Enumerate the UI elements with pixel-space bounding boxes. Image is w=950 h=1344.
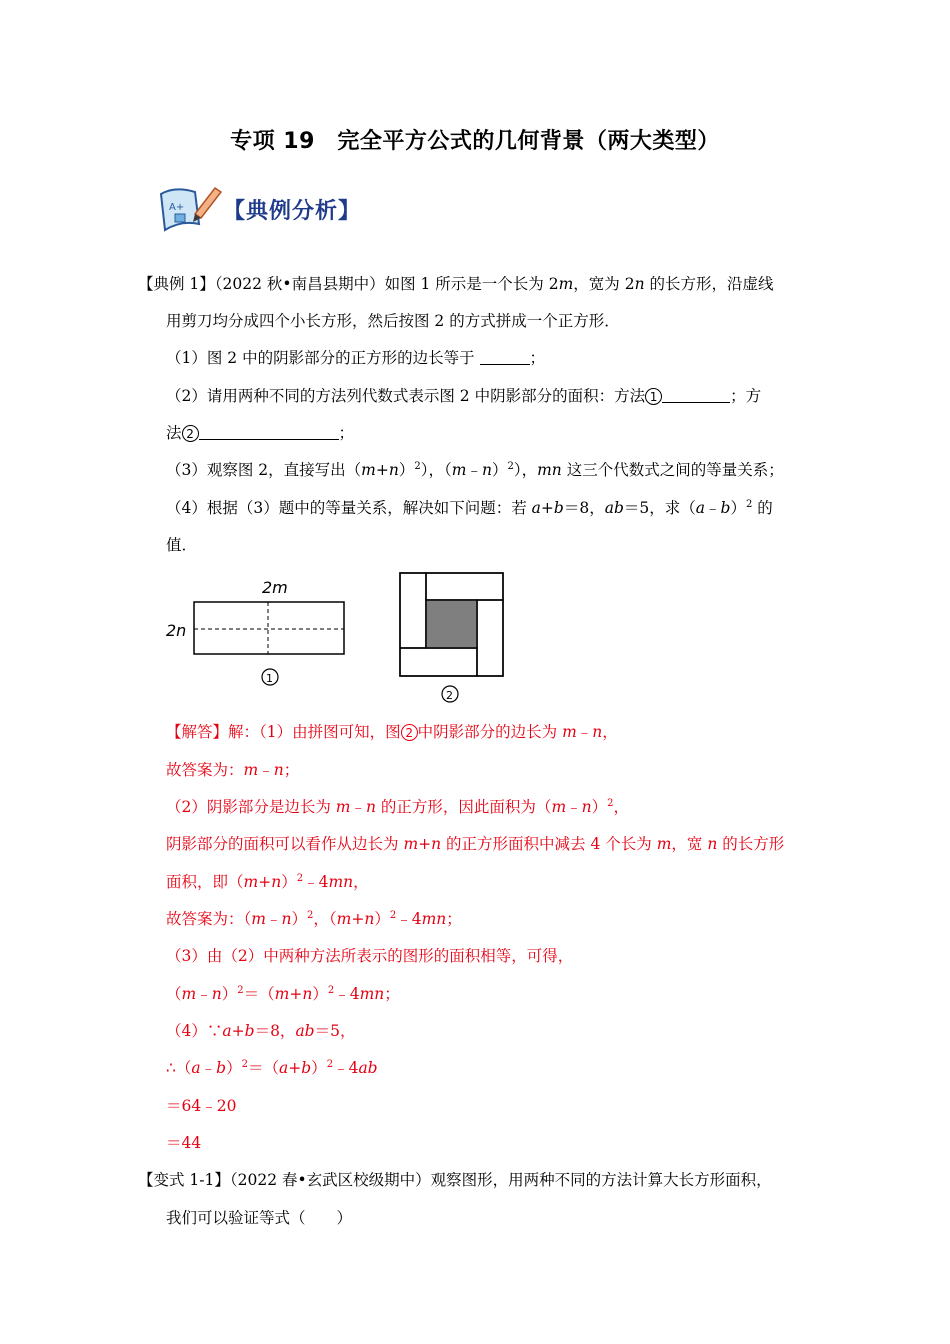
solution-line-12: ＝44 bbox=[166, 1134, 202, 1152]
example-analysis-banner bbox=[155, 180, 385, 240]
fig1-top-label: 2m bbox=[262, 578, 288, 597]
answer-blank[interactable] bbox=[480, 348, 530, 365]
solution-line-7: （3）由（2）中两种方法所表示的图形的面积相等，可得， bbox=[166, 947, 574, 965]
question-1: （1）图 2 中的阴影部分的正方形的边长等于 ； bbox=[166, 349, 546, 367]
variant-1-1: 【变式 1-1】（2022 春•玄武区校级期中）观察图形，用两种不同的方法计算大长方形面积， bbox=[138, 1171, 772, 1189]
question-3: （3）观察图 2，直接写出$(m+n)^2$），（m﹣n）$^2$），mn 这三个代数式之间的等量关系； bbox=[166, 461, 784, 479]
solution-line-1: 【解答】解：（1）由拼图可知，图 2 中阴影部分的边长为 m﹣n， bbox=[166, 723, 618, 741]
solution-line-2: 故答案为：m﹣n； bbox=[166, 761, 300, 779]
answer-blank[interactable] bbox=[199, 423, 339, 440]
question-2: （2）请用两种不同的方法列代数式表示图 2 中阴影部分的面积：方法 1 ；方 bbox=[166, 387, 762, 405]
page-title: 专项 19 完全平方公式的几何背景（两大类型） bbox=[230, 129, 720, 154]
circled-one: 1 bbox=[645, 388, 662, 405]
fig2-shaded-square bbox=[426, 600, 477, 648]
question-4: （4）根据（3）题中的等量关系，解决如下问题：若 a+b＝8，ab＝5，求（a﹣b）$^2$ 的 bbox=[166, 499, 773, 517]
example1-stem-line2: 用剪刀均分成四个小长方形，然后按图 2 的方式拼成一个正方形． bbox=[166, 312, 620, 330]
fig1-rectangle bbox=[194, 602, 344, 654]
solution-line-3: （2）阴影部分是边长为 m﹣n 的正方形，因此面积为（m﹣n）$^2$， bbox=[166, 798, 630, 816]
fig1-caption: 1 bbox=[266, 672, 273, 685]
solution-line-9: （4）∵a+b＝8，ab＝5， bbox=[166, 1022, 356, 1040]
solution-line-6: 故答案为：（m﹣n）$^2$，$(m+n)^2﹣4mn$； bbox=[166, 910, 462, 928]
solution-line-5: 面积，即$(m+n)^2﹣4mn$， bbox=[166, 873, 369, 891]
figure-1 bbox=[160, 572, 360, 692]
solution-line-8: $(m﹣n)^2=(m+n)^2﹣4mn$； bbox=[166, 985, 400, 1003]
banner-label: 【典例分析】 bbox=[223, 199, 362, 224]
answer-blank[interactable] bbox=[662, 386, 730, 403]
solution-line-4: 阴影部分的面积可以看作从边长为 m+n 的正方形面积中减去 4 个长为 m，宽 n 的长方形 bbox=[166, 835, 785, 853]
question-2-line2: 法 2 ； bbox=[166, 424, 355, 442]
figure-2 bbox=[396, 570, 506, 705]
circled-two: 2 bbox=[182, 425, 199, 442]
solution-line-10: $\therefore(a﹣b)^2=(a+b)^2﹣4ab$ bbox=[166, 1059, 378, 1077]
fig2-caption: 2 bbox=[446, 689, 453, 702]
example-tag: 【典例 1】 bbox=[138, 275, 215, 293]
example-source: （2022 秋•南昌县期中） bbox=[214, 275, 385, 293]
variant-source: （2022 春•玄武区校级期中） bbox=[229, 1171, 431, 1189]
paper-pencil-icon bbox=[155, 180, 225, 240]
example1-stem: 【典例 1】（2022 秋•南昌县期中）如图 1 所示是一个长为 2m，宽为 2n 的长方形，沿虚线 bbox=[138, 275, 774, 293]
variant-1-1-line2: 我们可以验证等式（ ） bbox=[166, 1209, 353, 1227]
svg-text:A+: A+ bbox=[169, 202, 185, 213]
fig1-side-label: 2n bbox=[166, 621, 187, 640]
solution-line-11: ＝64﹣20 bbox=[166, 1097, 237, 1115]
variant-tag: 【变式 1-1】 bbox=[138, 1171, 230, 1189]
solution-tag: 【解答】 bbox=[166, 723, 229, 741]
question-4-line2: 值． bbox=[166, 536, 198, 554]
